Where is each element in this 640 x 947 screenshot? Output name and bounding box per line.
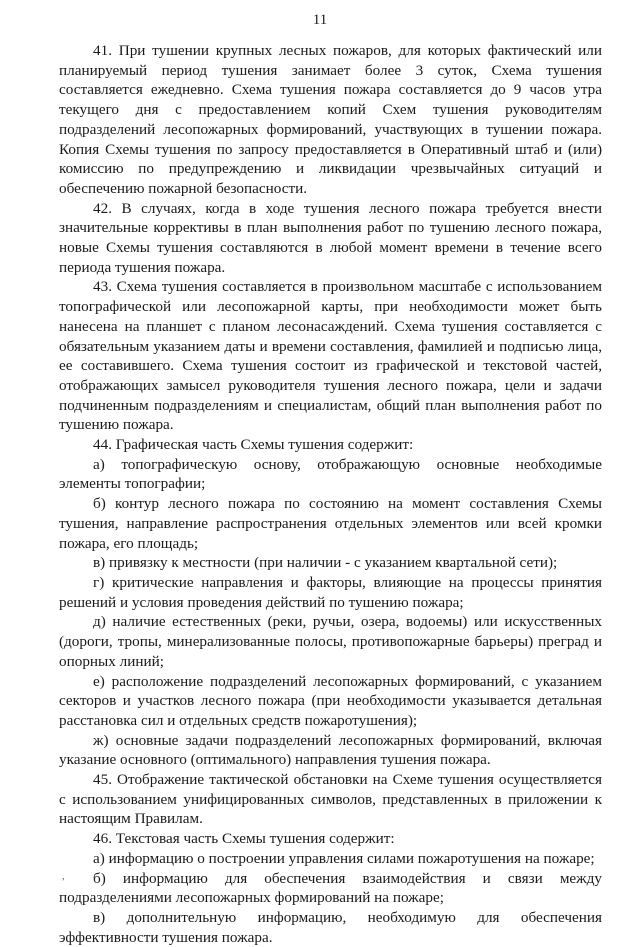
list-item-44-v: в) привязку к местности (при наличии - с указанием квартальной сети); xyxy=(93,554,558,572)
list-item-46-b: б) информацию для обеспечения взаимодействия и связи между подразделениями лесопожарных формирований на пожаре; xyxy=(59,869,602,907)
list-item-46-v: в) дополнительную информацию, необходимую для обеспечения эффективности тушения пожара. xyxy=(59,908,602,946)
paragraph-43: 43. Схема тушения составляется в произвольном масштабе с использованием топографической или лесопожарной карты, при необходимости может быть нанесена на планшет с планом лесонасаждений. Схема тушения составляется с обязательным указанием даты и времени составления, фамилией и подписью лица, ее составившего. Схема тушения состоит из графической и текстовой частей, отображающих замысел руководителя тушения лесного пожара, цели и задачи подчиненным подразделениям и специалистам, общий план выполнения работ по тушению пожара. xyxy=(59,278,602,434)
list-item-44-d: д) наличие естественных (реки, ручьи, озера, водоемы) или искусственных (дороги, тропы, минерализованные полосы, противопожарные барьеры) преград и опорных линий; xyxy=(59,613,602,670)
list-item-44-g: г) критические направления и факторы, влияющие на процессы принятия решений и условия проведения действий по тушению пожара; xyxy=(59,573,602,611)
body-text xyxy=(59,41,602,947)
list-item-44-zh: ж) основные задачи подразделений лесопожарных формирований, включая указание основного (оптимального) направления тушения пожара. xyxy=(59,731,602,769)
paragraph-45: 45. Отображение тактической обстановки на Схеме тушения осуществляется с использованием унифицированных символов, представленных в приложении к настоящим Правилам. xyxy=(59,771,602,828)
page-number: 11 xyxy=(312,12,328,28)
paragraph-44: 44. Графическая часть Схемы тушения содержит: xyxy=(93,436,414,454)
list-item-44-b: б) контур лесного пожара по состоянию на момент составления Схемы тушения, направление распространения отдельных элементов или всей кромки пожара, его площадь; xyxy=(59,495,602,552)
scan-mark: , xyxy=(62,871,65,882)
list-item-46-a: а) информацию о построении управления силами пожаротушения на пожаре; xyxy=(93,849,595,867)
paragraph-41: 41. При тушении крупных лесных пожаров, для которых фактический или планируемый период тушения занимает более 3 суток, Схема тушения составляется ежедневно. Схема тушения пожара составляется до 9 часов утра текущего дня с предоставлением копий Схем тушения руководителям подразделений лесопожарных формирований, участвующих в тушении пожара. Копия Схемы тушения по запросу предоставляется в Оперативный штаб и (или) комиссию по предупреждению и ликвидации чрезвычайных ситуаций и обеспечению пожарной безопасности. xyxy=(59,42,602,197)
paragraph-42: 42. В случаях, когда в ходе тушения лесного пожара требуется внести значительные коррективы в план выполнения работ по тушению лесного пожара, новые Схемы тушения составляются в любой момент времени в течение всего периода тушения пожара. xyxy=(59,199,602,276)
paragraph-46: 46. Текстовая часть Схемы тушения содержит: xyxy=(93,830,395,848)
list-item-44-e: е) расположение подразделений лесопожарных формирований, с указанием секторов и участков лесного пожара (при необходимости указывается детальная расстановка сил и отдельных средств пожаротушения); xyxy=(59,672,602,729)
list-item-44-a: а) топографическую основу, отображающую основные необходимые элементы топографии; xyxy=(59,455,602,493)
